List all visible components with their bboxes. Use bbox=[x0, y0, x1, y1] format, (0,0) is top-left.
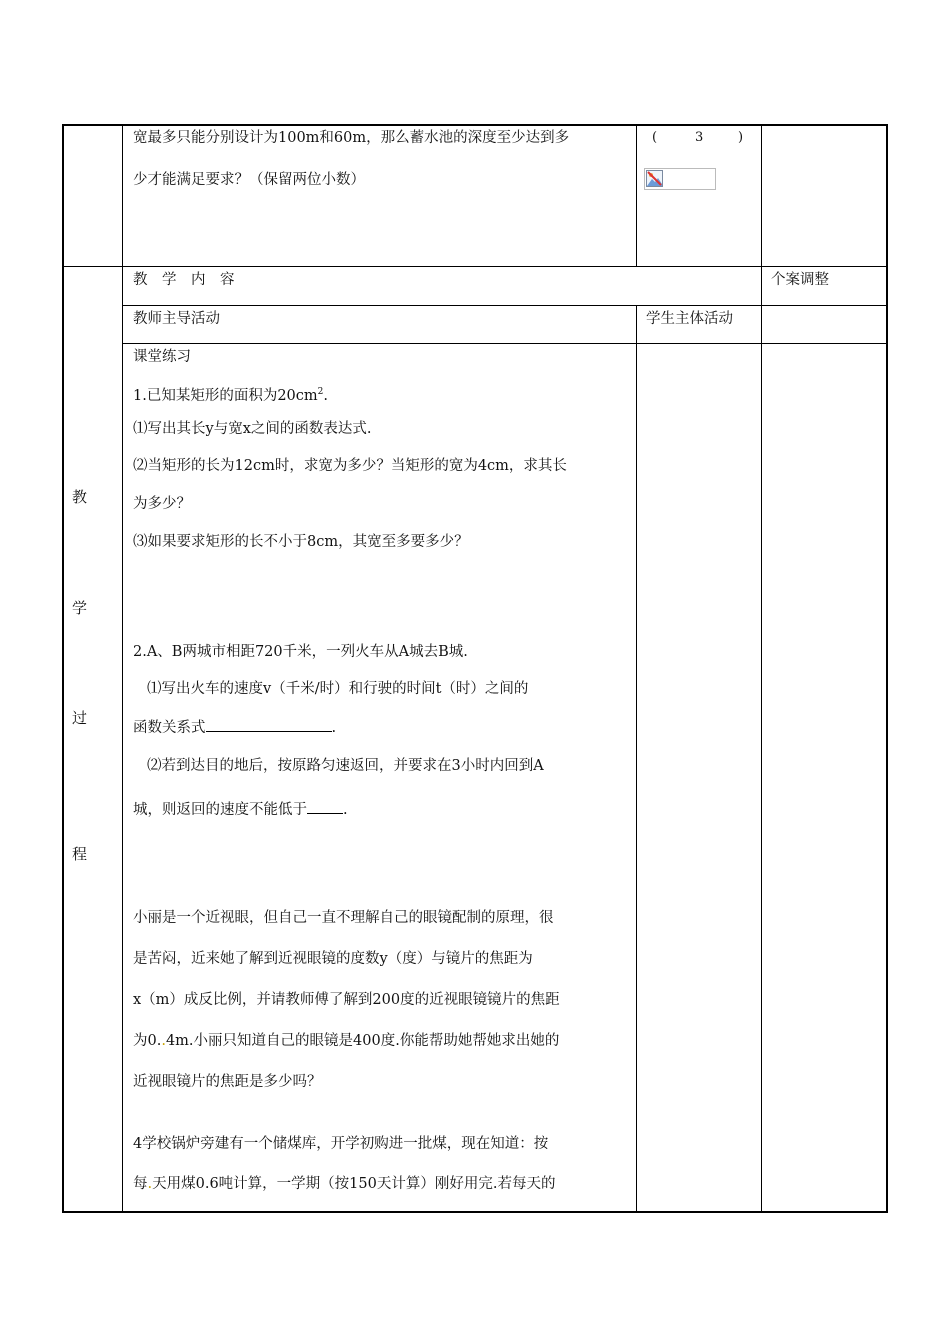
col-divider-label bbox=[122, 124, 123, 1213]
row-divider-2 bbox=[122, 305, 888, 306]
col-divider-case bbox=[761, 124, 762, 1213]
q1-stem-end: . bbox=[323, 387, 328, 404]
problem-line-1: 宽最多只能分别设计为100m和60m，那么蓄水池的深度至少达到多 bbox=[133, 130, 570, 146]
broken-image-icon bbox=[646, 170, 663, 187]
q2-part-1-line-2 bbox=[133, 717, 336, 738]
q1-stem bbox=[133, 382, 328, 406]
teaching-content-header: 教 学 内 容 bbox=[133, 272, 235, 288]
q3-line-4-mark: . bbox=[161, 1033, 166, 1049]
q2-blank-1 bbox=[206, 717, 332, 732]
q3-line-4-start: 为0. bbox=[133, 1033, 162, 1049]
q3-line-5: 近视眼镜片的焦距是多少吗？ bbox=[133, 1074, 322, 1090]
student-activity-header: 学生主体活动 bbox=[646, 311, 733, 327]
label-char-3: 过 bbox=[72, 709, 88, 727]
q1-stem-superscript: 2 bbox=[317, 387, 324, 397]
q3-line-2: 是苦闷，近来她了解到近视眼镜的度数y（度）与镜片的焦距为 bbox=[133, 951, 533, 967]
q4-line-2-end: 天用煤0.6吨计算，一学期（按150天计算）刚好用完.若每天的 bbox=[152, 1176, 556, 1192]
table-border-left bbox=[62, 124, 64, 1213]
label-char-2: 学 bbox=[72, 599, 88, 617]
q2-stem: 2.A、B两城市相距720千米，一列火车从A城去B城. bbox=[133, 644, 468, 660]
teacher-activity-header: 教师主导活动 bbox=[133, 311, 220, 327]
q1-stem-text: 1.已知某矩形的面积为20cm bbox=[133, 387, 318, 404]
table-border-top bbox=[62, 124, 888, 126]
broken-image-placeholder bbox=[644, 168, 716, 190]
col-divider-student-top bbox=[636, 124, 637, 267]
q2-part-2-line-2 bbox=[133, 799, 348, 820]
row-divider-1 bbox=[62, 266, 888, 267]
q4-line-1: 4学校锅炉旁建有一个储煤库，开学初购进一批煤，现在知道：按 bbox=[133, 1136, 549, 1152]
q2-part-2-end: . bbox=[343, 802, 348, 818]
q2-part-2-line-1: ⑵若到达目的地后，按原路匀速返回，并要求在3小时内回到A bbox=[147, 758, 544, 774]
q4-line-2-mark: . bbox=[147, 1176, 153, 1192]
q1-part-1: ⑴写出其长y与宽x之间的函数表达式. bbox=[133, 421, 372, 437]
q1-part-2-line-1: ⑵当矩形的长为12cm时，求宽为多少？当矩形的宽为4cm，求其长 bbox=[133, 458, 567, 474]
q3-line-4-end: 4m.小丽只知道自己的眼镜是400度.你能帮助她帮她求出她的 bbox=[165, 1033, 560, 1049]
row-divider-3 bbox=[122, 343, 888, 344]
problem-line-2: 少才能满足要求？（保留两位小数） bbox=[133, 172, 365, 188]
q4-line-2-start: 每 bbox=[133, 1176, 148, 1192]
label-char-1: 教 bbox=[72, 488, 88, 506]
q1-part-2-line-2: 为多少？ bbox=[133, 496, 191, 512]
q3-line-3: x（m）成反比例，并请教师傅了解到200度的近视眼镜镜片的焦距 bbox=[133, 992, 560, 1008]
label-char-4: 程 bbox=[72, 845, 88, 863]
q4-line-2 bbox=[133, 1174, 555, 1194]
table-border-right bbox=[886, 124, 888, 1213]
q1-part-3: ⑶如果要求矩形的长不小于8cm，其宽至多要多少？ bbox=[133, 534, 469, 550]
section-title: 课堂练习 bbox=[133, 349, 191, 365]
answer-number: 3 bbox=[695, 130, 704, 145]
answer-close-paren: ) bbox=[738, 130, 744, 145]
answer-open-paren: ( bbox=[652, 130, 658, 145]
case-adjust-header: 个案调整 bbox=[771, 272, 829, 288]
col-divider-student-body bbox=[636, 305, 637, 1213]
q2-part-1-line-1: ⑴写出火车的速度v（千米/时）和行驶的时间t（时）之间的 bbox=[147, 681, 529, 697]
q2-part-1-end: . bbox=[331, 720, 337, 736]
q2-part-2-line-2-text: 城，则返回的速度不能低于 bbox=[133, 802, 307, 818]
q2-part-1-line-2-text: 函数关系式 bbox=[133, 720, 206, 736]
q3-line-4 bbox=[133, 1031, 559, 1051]
q3-line-1: 小丽是一个近视眼，但自己一直不理解自己的眼镜配制的原理，很 bbox=[133, 910, 554, 926]
q2-blank-2 bbox=[307, 799, 343, 814]
table-border-bottom bbox=[62, 1211, 888, 1213]
